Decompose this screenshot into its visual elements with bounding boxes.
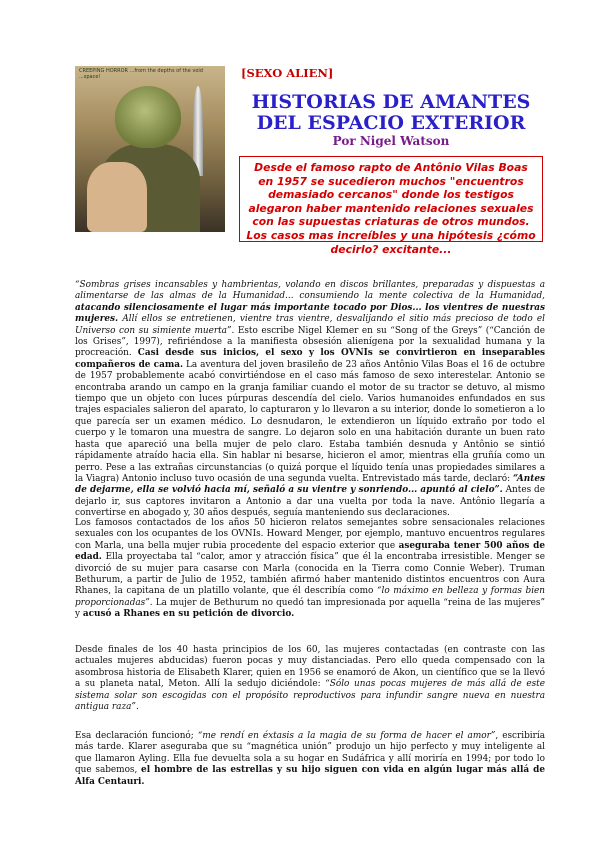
body-text: Antes de dejarlo ir, sus captores invitaron a Antonio a dar una vuelta por toda la nave. Antônio llegaría a convertirse en abogado y, 30 años después, seguía manteniendo sus declaraciones.	[75, 485, 545, 519]
lead-box: Desde el famoso rapto de Antônio Vilas Boas en 1957 se sucedieron muchos "encuentros demasiado cercanos" donde los testigos alegaron haber mantenido relaciones sexuales con las supuestas criaturas de otros mundos. Los casos mas increíbles y una hipótesis ¿cómo decirlo? excitante...	[239, 156, 543, 242]
body-text: Los famosos contactados de los años 50 hicieron relatos semejantes sobre sensacionales relaciones sexuales con los ocupantes de los OVNIs. Howard Menger, por ejemplo, mantuvo encuentros regulares con Marla, una bella mujer rubia procedente del espacio exterior que	[75, 518, 545, 551]
poster-caption: CREEPING HORROR ...from the depths of the void ...space!	[79, 68, 203, 80]
body-text: , escribiría más tarde. Klarer aseguraba que su “magnética unión” produjo un hijo perfecto y muy inteligente al que llamaron Ayling. Ella fue devuelta sola a su hogar en Sudáfrica y allí moriría en 1994; por todo lo que sabemos,	[75, 731, 545, 776]
body-text: La mujer de Bethurum no quedó tan impresionada por aquella “reina de las mujeres” y	[75, 597, 545, 620]
body-emphasis: el hombre de las estrellas y su hijo siguen con vida en algún lugar más allá de Alfa Centauri.	[75, 765, 545, 787]
body-text: Ella proyectaba tal “calor, amor y atracción física” que él la encontraba irresistible. Menger se divorció de su mujer para casarse con Marla (conocida en la Tierra como Connie Weber). Truman Bethurum, a partir de Julio de 1952, también afirmó haber mantenido distintos encuentros con Aura Rhanes, la capitana de un platillo volante, que él describía como	[75, 552, 545, 597]
body-text: Esto escribe Nigel Klemer en su “Song of the Greys” (“Canción de los Grises”, 1997), refiriéndose a la manifiesta obsesión alienígena por la sexualidad humana y la procreación.	[75, 325, 545, 359]
woman-figure-illustration	[87, 162, 147, 232]
quote-text: “Sólo unas pocas mujeres de más allá de este sistema solar son escogidas con el propósito reproductivos para infundir sangre nueva en nuestra antigua raza”.	[75, 679, 545, 713]
paragraph-3	[75, 645, 545, 713]
alien-head-illustration	[115, 86, 181, 148]
quote-text: Allí ellos se entretienen, vientre tras vientre, desvalijando el sitio más precioso de todo el Universo con su simiente muerta”.	[75, 314, 545, 336]
quote-emphasis: atacando silenciosamente el lugar más importante tocado por Dios... los vientres de nuestras mujeres.	[75, 302, 545, 325]
paragraph-4	[75, 731, 545, 788]
body-emphasis: aseguraba tener 500 años de edad.	[75, 540, 545, 563]
quote-emphasis: “Antes de dejarme, ella se volvió hacia mí, señaló a su vientre y sonriendo... apuntó al cielo”.	[75, 473, 545, 496]
movie-poster-image	[75, 66, 225, 232]
body-text: Desde finales de los 40 hasta principios de los 60, las mujeres contactadas (en contraste con las actuales mujeres abducidas) fueron pocas y muy distanciadas. Pero ello queda compensado con la asombrosa historia de Elisabeth Klarer, quien en 1956 se enamoró de Akon, un científico que se la llevó a su planeta natal, Meton. Allí la sedujo diciéndole:	[75, 645, 545, 690]
section-tag: [SEXO ALIEN]	[241, 66, 334, 80]
paragraph-2	[75, 518, 545, 621]
body-text: La aventura del joven brasileño de 23 años Antônio Vilas Boas el 16 de octubre de 1957 probablemente acabó convirtiéndose en el caso más famoso de sexo interestelar. Antonio se encontraba arando un campo en la granja familiar cuando el motor de su tractor se detuvo, al mismo tiempo que un objeto con luces púrpuras descendía del cielo. Varios humanoides enfundados en sus trajes espaciales salieron del aparato, lo capturaron y lo llevaron a su interior, donde lo sometieron a lo que parecía ser un examen médico. Lo desnudaron, le extendieron un líquido extraño por todo el cuerpo y le tomaron una muestra de sangre. Lo dejaron solo en una habitación durante un buen rato hasta que apareció una bella mujer de pelo claro. Estaba también desnuda y Antônio se sintió rápidamente atraído hacia ella. Sin hablar ni besarse, hicieron el amor, mientras ella gruñía como un perro. Pese a las extrañas circunstancias (o quizá porque el líquido tenía unas propiedades similares a la Viagra) Antonio incluso tuvo ocasión de una segunda vuelta. Entrevistado más tarde, declaró:	[75, 359, 545, 484]
paragraph-1	[75, 280, 545, 520]
body-text: Esa declaración funcionó;	[75, 731, 198, 741]
article-author: Por Nigel Watson	[332, 134, 450, 148]
quote-text: “lo máximo en belleza y formas bien proporcionadas”.	[75, 586, 545, 608]
body-emphasis: acusó a Rhanes en su petición de divorcio.	[82, 609, 295, 620]
article-title: HISTORIAS DE AMANTES DEL ESPACIO EXTERIOR	[251, 91, 531, 134]
quote-text: “me rendí en éxtasis a la magia de su forma de hacer el amor”	[197, 731, 496, 741]
body-emphasis: Casi desde sus inicios, el sexo y los OVNIs se convirtieron en inseparables compañeros de cama.	[75, 348, 545, 370]
quote-text: “Sombras grises incansables y hambrientas, volando en discos brillantes, preparadas y dispuestas a alimentarse de las almas de la Humanidad... consumiendo la mente colectiva de la Humanidad,	[75, 280, 545, 302]
